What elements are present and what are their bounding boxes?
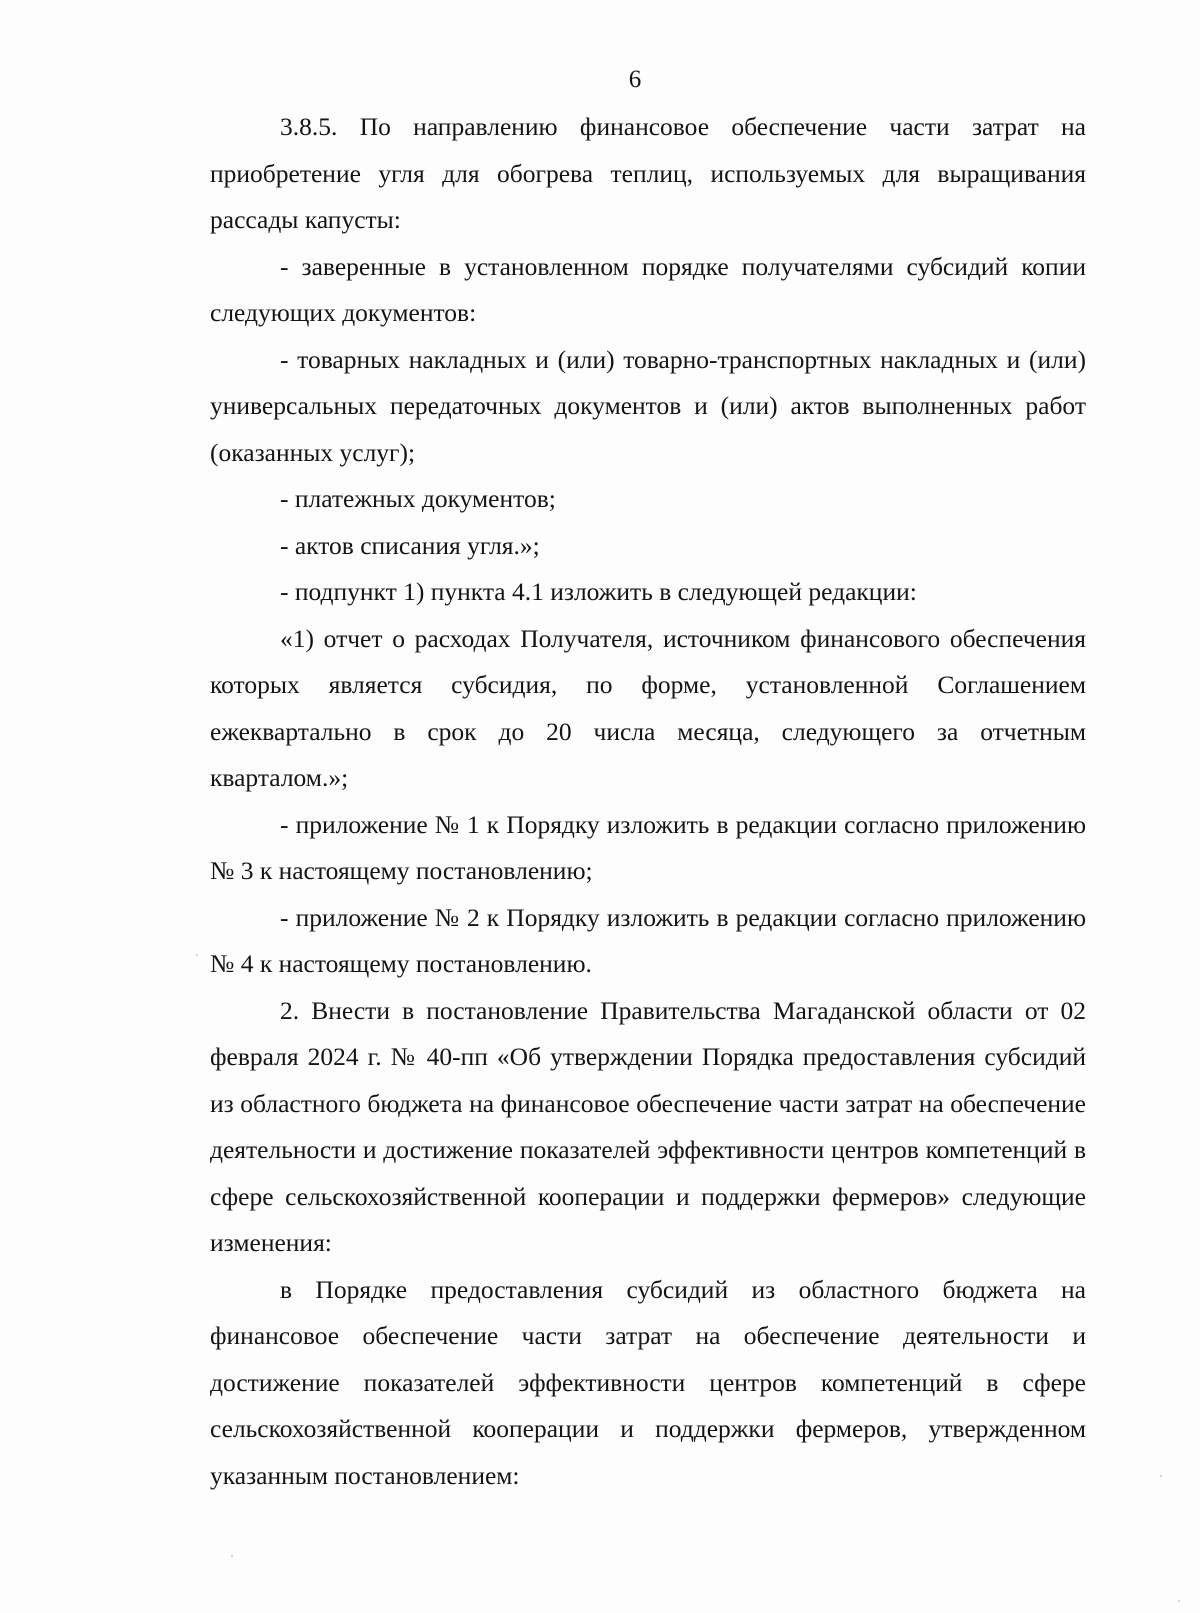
paragraph-coal-writeoff: - актов списания угля.»; (280, 530, 540, 560)
paragraph-certified-copies: - заверенные в установленном порядке получателями субсидий копии следующих документов: (210, 251, 1086, 327)
scan-speck (1160, 1475, 1162, 1477)
paragraph-3-8-5: 3.8.5. По направлению финансовое обеспечение части затрат на приобретение угля для обогрева теплиц, используемых для выращивания рассады капусты: (210, 112, 1086, 234)
scan-speck (196, 954, 198, 956)
paragraph-subclause-4-1: - подпункт 1) пункта 4.1 изложить в следующей редакции: (280, 577, 917, 606)
scan-speck (231, 1555, 233, 1557)
paragraph-appendix-1: - приложение № 1 к Порядку изложить в редакции согласно приложению № 3 к настоящему постановлению; (210, 809, 1086, 885)
paragraph-procedure-amendments: в Порядке предоставления субсидий из областного бюджета на финансовое обеспечение части затрат на обеспечение деятельности и достижение показателей эффективности центров компетенций в сфере сельскохозяйственной кооперации и поддержки фермеров, утвержденном указанным постановлением: (210, 1274, 1086, 1490)
document-body (210, 104, 1086, 1499)
scan-speck (1178, 1600, 1180, 1602)
paragraph-section-2: 2. Внести в постановление Правительства Магаданской области от 02 февраля 2024 г. № 40-пп «Об утверждении Порядка предоставления субсидий из областного бюджета на финансовое обеспечение части затрат на обеспечение деятельности и достижение показателей эффективности центров компетенций в сфере сельскохозяйственной кооперации и поддержки фермеров» следующие изменения: (210, 995, 1086, 1257)
paragraph-invoices: - товарных накладных и (или) товарно-транспортных накладных и (или) универсальных передаточных документов и (или) актов выполненных работ (оказанных услуг); (210, 344, 1086, 467)
paragraph-appendix-2: - приложение № 2 к Порядку изложить в редакции согласно приложению № 4 к настоящему постановлению. (210, 902, 1086, 978)
paragraph-expense-report: «1) отчет о расходах Получателя, источником финансового обеспечения которых является субсидия, по форме, установленной Соглашением ежеквартально в срок до 20 числа месяца, следующего за отчетным кварталом.»; (210, 623, 1086, 792)
page-number: 6 (628, 66, 642, 93)
paragraph-payment-documents: - платежных документов; (280, 484, 556, 513)
